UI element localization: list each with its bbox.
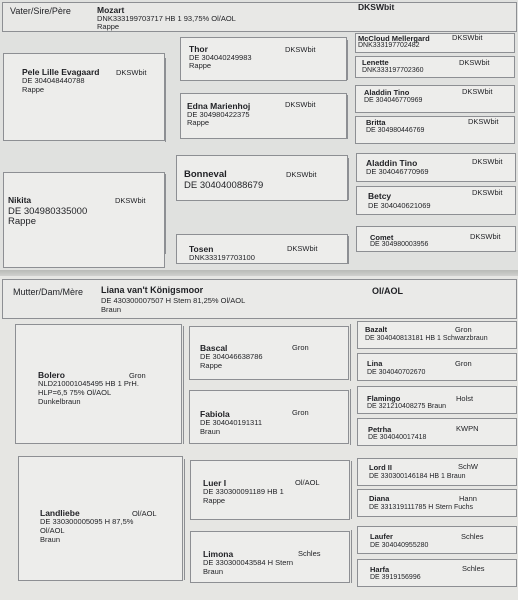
sire-gen1-reg: DE 304048440788 — [22, 76, 85, 85]
dam-gen3-reg-2: DE 304040702670 — [367, 369, 426, 376]
dam-gen1-name: Bolero — [38, 370, 65, 380]
dam-gen3-studbook-7: Schles — [461, 532, 484, 541]
dam-gen2-reg-3: DE 330300091189 HB 1 — [203, 487, 284, 496]
sire-gen3-name-7: Comet — [370, 233, 394, 242]
sire-gen3-studbook-1: DKSWbit — [452, 33, 483, 42]
sire-gen1b-studbook: DKSWbit — [115, 196, 146, 205]
dam-gen2-color-4: Braun — [203, 567, 224, 576]
dam-gen3-name-3: Flamingo — [367, 394, 401, 403]
sire-gen2-color-1: Rappe — [189, 61, 212, 70]
dam-gen3-name-1: Bazalt — [365, 325, 388, 334]
dam-header-label: Mutter/Dam/Mère — [13, 287, 84, 297]
sire-gen2-studbook-3: DKSWbit — [286, 170, 317, 179]
sire-studbook: DKSWbit — [358, 2, 395, 12]
sire-gen2-name-3: Bonneval — [184, 169, 227, 180]
dam-gen2-color-1: Rappe — [200, 361, 223, 370]
sire-gen2-name-4: Tosen — [189, 244, 214, 254]
dam-gen3-studbook-4: KWPN — [456, 424, 479, 433]
dam-gen3-name-6: Diana — [369, 494, 390, 503]
sire-pedigree-sheet — [0, 0, 518, 272]
sire-gen3-studbook-6: DKSWbit — [472, 188, 503, 197]
dam-gen3-reg-1: DE 304040813181 HB 1 Schwarzbraun — [365, 335, 488, 342]
sire-name: Mozart — [97, 5, 125, 15]
dam-gen1b-extra: Ol/AOL — [40, 526, 65, 535]
sire-gen3-name-1: McCloud Mellergard — [358, 34, 430, 43]
dam-gen3-studbook-5: SchW — [458, 462, 479, 471]
dam-gen3-studbook-8: Schles — [462, 564, 485, 573]
sire-gen3-name-4: Britta — [366, 118, 386, 127]
dam-gen3-name-4: Petrha — [368, 425, 392, 434]
sire-gen3-reg-5: DE 304046770969 — [366, 167, 429, 176]
sire-gen2-name-1: Thor — [189, 44, 208, 54]
dam-gen3-name-8: Harfa — [370, 565, 390, 574]
sire-gen3-reg-2: DNK333197702360 — [362, 67, 424, 74]
sire-gen3-studbook-2: DKSWbit — [459, 58, 490, 67]
dam-gen1-color: Dunkelbraun — [38, 397, 81, 406]
sire-gen1b-name: Nikita — [8, 195, 32, 205]
sire-gen1-studbook: DKSWbit — [116, 68, 147, 77]
dam-gen1-studbook: Gron — [129, 371, 146, 380]
sire-gen1-name: Pele Lille Evagaard — [22, 67, 100, 77]
dam-gen2-name-2: Fabiola — [200, 409, 230, 419]
dam-gen3-reg-4: DE 304040017418 — [368, 434, 427, 441]
sire-gen3-reg-7: DE 304980003956 — [370, 241, 429, 248]
sire-gen3-name-6: Betcy — [368, 191, 392, 201]
dam-pedigree-sheet — [0, 276, 518, 600]
dam-gen3-studbook-3: Holst — [456, 394, 474, 403]
dam-gen2-studbook-4: Schles — [298, 549, 321, 558]
sire-gen3-name-2: Lenette — [362, 58, 389, 67]
sire-gen3-reg-3: DE 304046770969 — [364, 97, 423, 104]
dam-gen1-reg: NLD210001045495 HB 1 PrH. — [38, 379, 139, 388]
sire-gen2-reg-3: DE 304040088679 — [184, 180, 264, 191]
sire-header-box — [2, 2, 517, 32]
dam-gen1b-studbook: Ol/AOL — [132, 509, 157, 518]
sire-reg: DNK333199703717 HB 1 93,75% Ol/AOL — [97, 14, 236, 23]
dam-gen2-studbook-3: Ol/AOL — [295, 478, 320, 487]
dam-gen2-color-2: Braun — [200, 427, 221, 436]
dam-gen2-reg-4: DE 330300043584 H Stern — [203, 558, 294, 567]
dam-color: Braun — [101, 305, 122, 314]
sire-gen3-studbook-7: DKSWbit — [470, 232, 501, 241]
dam-gen3-studbook-6: Hann — [459, 494, 477, 503]
sire-gen3-studbook-3: DKSWbit — [462, 87, 493, 96]
dam-gen2-name-1: Bascal — [200, 343, 228, 353]
sire-gen2-reg-4: DNK333197703100 — [189, 253, 255, 262]
sire-gen3-name-3: Aladdin Tino — [364, 88, 410, 97]
sire-gen3-studbook-4: DKSWbit — [468, 117, 499, 126]
dam-gen1b-reg: DE 330300005095 H 87,5% — [40, 517, 134, 526]
dam-gen1b-color: Braun — [40, 535, 61, 544]
sire-gen2-studbook-2: DKSWbit — [285, 100, 316, 109]
dam-gen2-name-3: Luer I — [203, 478, 227, 488]
sire-gen1b-reg: DE 304980335000 — [8, 206, 88, 217]
dam-gen2-color-3: Rappe — [203, 496, 226, 505]
dam-gen3-reg-6: DE 331319111785 H Stern Fuchs — [369, 504, 474, 511]
dam-gen3-name-5: Lord II — [369, 463, 392, 472]
dam-gen3-reg-3: DE 321210408275 Braun — [367, 403, 447, 410]
dam-gen2-name-4: Limona — [203, 549, 234, 559]
dam-reg: DE 430300007507 H Stern 81,25% Ol/AOL — [101, 296, 246, 305]
sire-gen2-reg-1: DE 304040249983 — [189, 53, 252, 62]
sire-gen2-color-2: Rappe — [187, 118, 210, 127]
dam-name: Liana van't Königsmoor — [101, 285, 204, 295]
sire-gen3-studbook-5: DKSWbit — [472, 157, 503, 166]
dam-gen3-name-2: Lina — [367, 359, 383, 368]
dam-gen2-reg-1: DE 304046638786 — [200, 352, 263, 361]
sire-gen3-reg-4: DE 304980446769 — [366, 127, 425, 134]
sire-gen2-studbook-1: DKSWbit — [285, 45, 316, 54]
sire-gen2-name-2: Edna Marienhoj — [187, 101, 251, 111]
sire-gen3-reg-1: DNK333197702482 — [358, 42, 420, 49]
dam-gen2-studbook-1: Gron — [292, 343, 309, 352]
sire-gen1-color: Rappe — [22, 85, 45, 94]
dam-gen2-studbook-2: Gron — [292, 408, 309, 417]
sire-gen3-name-5: Aladdin Tino — [366, 158, 418, 168]
sire-gen3-reg-6: DE 304040621069 — [368, 201, 431, 210]
dam-gen3-reg-7: DE 304040955280 — [370, 542, 429, 549]
sire-gen2-studbook-4: DKSWbit — [287, 244, 318, 253]
dam-gen3-reg-8: DE 3919156996 — [370, 574, 421, 581]
dam-gen2-reg-2: DE 304040191311 — [200, 418, 262, 427]
dam-gen3-name-7: Laufer — [370, 532, 393, 541]
dam-gen1-extra: HLP=6,5 75% Ol/AOL — [38, 388, 112, 397]
dam-gen3-studbook-2: Gron — [455, 359, 472, 368]
sire-gen2-reg-2: DE 304980422375 — [187, 110, 250, 119]
sire-header-label: Vater/Sire/Père — [10, 6, 71, 16]
dam-gen3-reg-5: DE 330300146184 HB 1 Braun — [369, 473, 466, 480]
dam-header-box — [2, 279, 517, 319]
dam-gen1b-name: Landliebe — [40, 508, 80, 518]
dam-gen3-studbook-1: Gron — [455, 325, 472, 334]
sire-color: Rappe — [97, 22, 120, 31]
dam-studbook: Ol/AOL — [372, 286, 403, 296]
sire-gen1b-color: Rappe — [8, 216, 36, 227]
